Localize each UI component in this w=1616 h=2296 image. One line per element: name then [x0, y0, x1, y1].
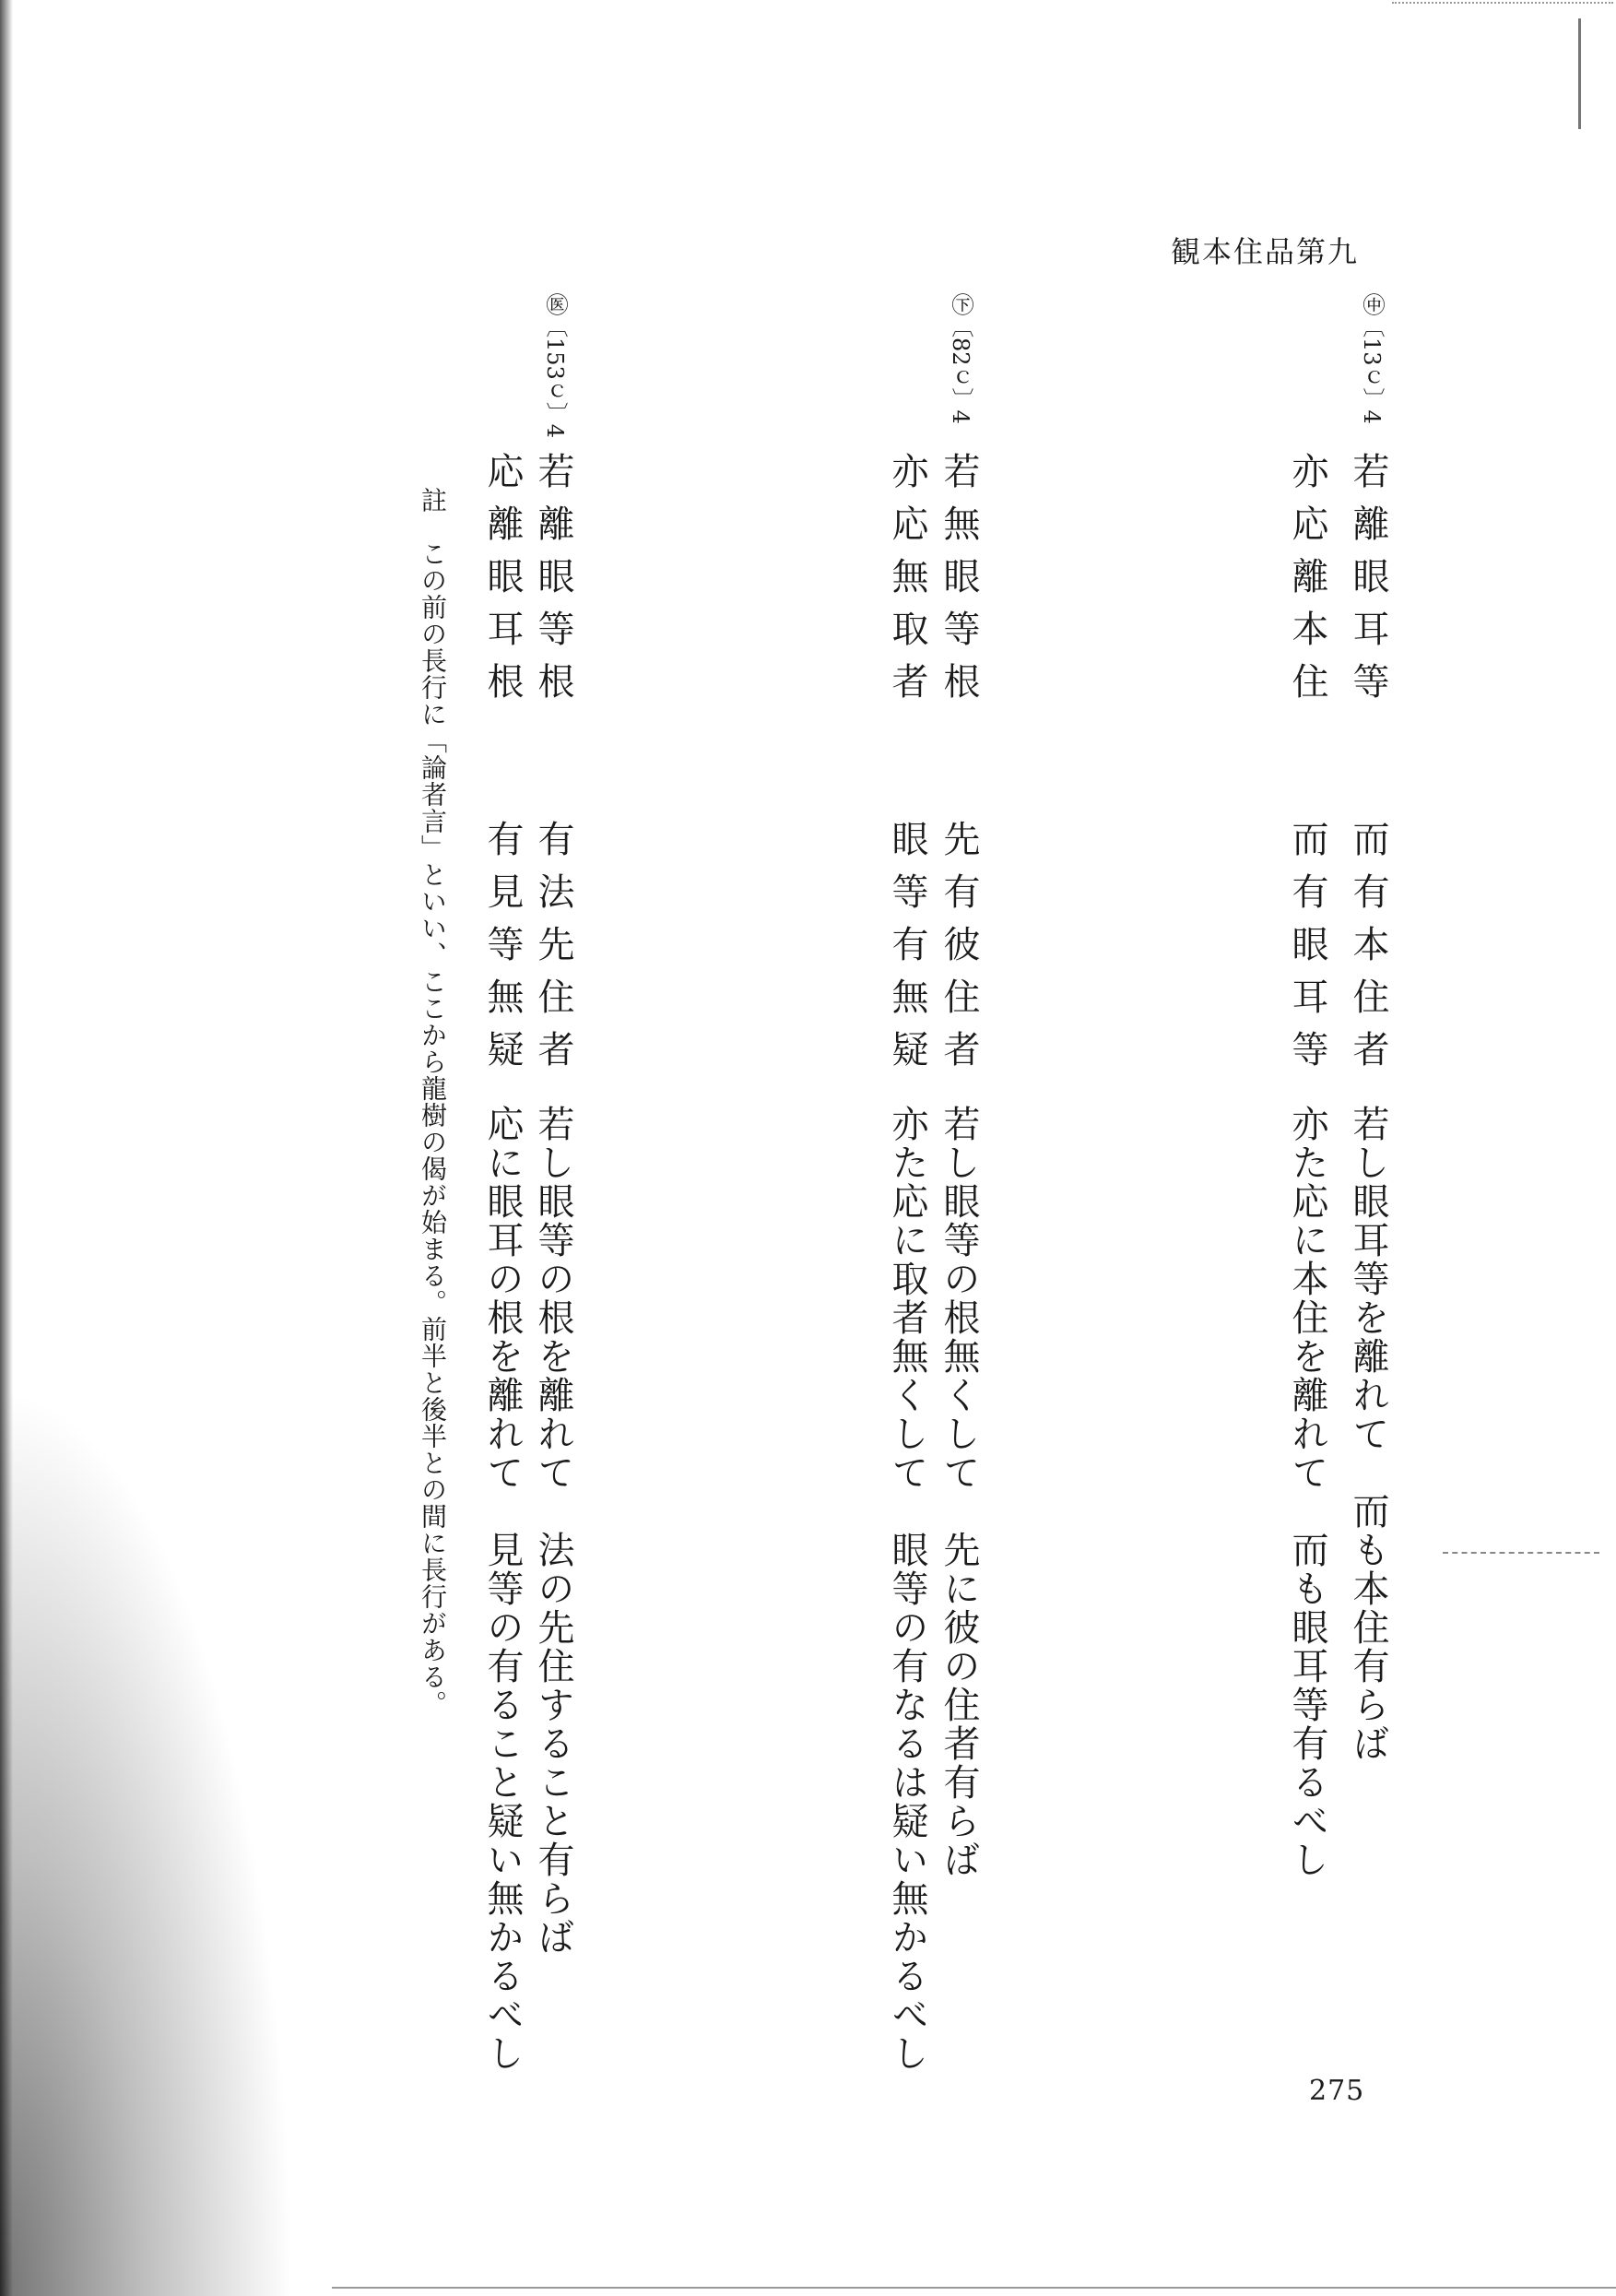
reference-mark: ㊥〔13ｃ〕4: [1359, 293, 1385, 424]
verse-line: 若離眼耳等 而有本住者: [1347, 452, 1389, 1083]
verse-line: 亦応離本住 而有眼耳等: [1286, 452, 1328, 1083]
verse-line: 亦応無取者 眼等有無疑: [886, 452, 928, 1083]
scan-artifact-mark: [1578, 18, 1581, 129]
translation-line: 若し眼等の根を離れて 法の先住すること有らば: [532, 1105, 574, 1957]
reference-mark: ㊩〔153ｃ〕4: [542, 293, 568, 439]
scan-artifact-bottom: [332, 2287, 1616, 2289]
verse-line: 若無眼等根 先有彼住者: [938, 452, 980, 1083]
running-head: 観本住品第九: [1171, 234, 1360, 269]
scan-corner-shadow: [0, 1383, 295, 2296]
page-number: 275: [1309, 2075, 1365, 2107]
scan-artifact-line: [1392, 2, 1613, 4]
verse-line: 応離眼耳根 有見等無疑: [481, 452, 524, 1083]
translation-line: 亦た応に本住を離れて 而も眼耳等有るべし: [1286, 1105, 1328, 1879]
reference-mark: ㊦〔82ｃ〕4: [948, 293, 973, 424]
translation-line: 亦た応に取者無くして 眼等の有なるは疑い無かるべし: [886, 1105, 928, 2073]
scan-artifact-dash: [1443, 1552, 1599, 1554]
footnote: 註 この前の長行に「論者言」といい、ここから龍樹の偈が始まる。前半と後半との間に長行がある。: [418, 487, 448, 1717]
translation-line: 応に眼耳の根を離れて 見等の有ること疑い無かるべし: [481, 1105, 524, 2073]
verse-line: 若離眼等根 有法先住者: [532, 452, 574, 1083]
translation-line: 若し眼等の根無くして 先に彼の住者有らば: [938, 1105, 980, 1879]
translation-line: 若し眼耳等を離れて 而も本住有らば: [1347, 1105, 1389, 1763]
